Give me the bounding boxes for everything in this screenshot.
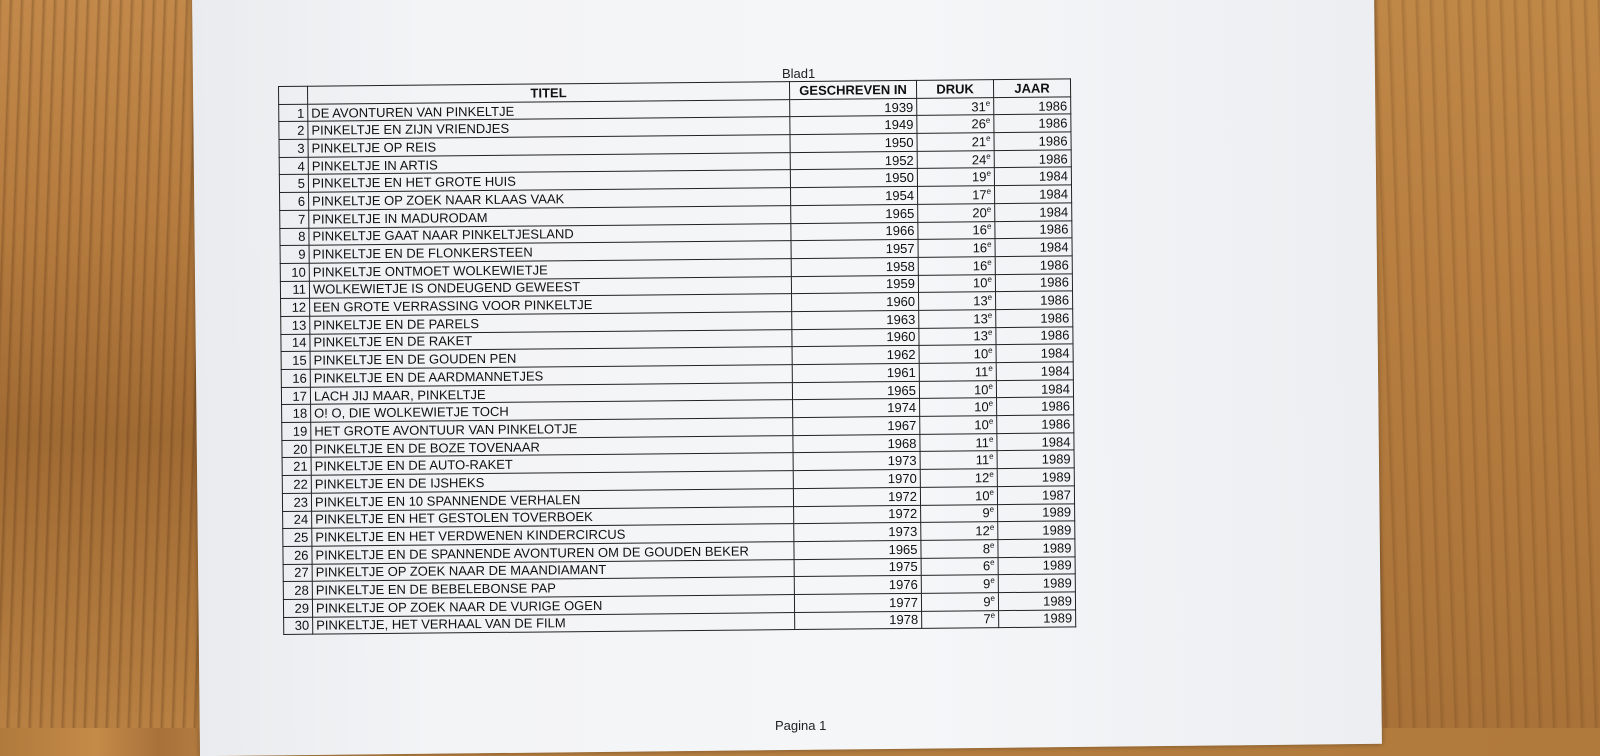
written-year: 1965 — [792, 381, 919, 400]
edition-cell — [918, 203, 995, 221]
written-year: 1973 — [793, 452, 920, 471]
row-number: 13 — [281, 316, 310, 334]
edition-suffix: e — [990, 593, 995, 603]
edition-number: 19 — [971, 169, 987, 185]
book-title: PINKELTJE EN DE SPANNENDE AVONTUREN OM DE GOUDEN BEKER — [312, 541, 794, 563]
row-number: 1 — [279, 104, 308, 122]
written-year: 1960 — [792, 293, 919, 312]
edition-number: 12 — [975, 523, 990, 539]
written-year: 1949 — [790, 116, 917, 135]
edition-cell — [919, 310, 996, 328]
edition-cell — [919, 345, 996, 363]
sheet-title: Blad1 — [782, 66, 816, 81]
print-year: 1986 — [995, 220, 1072, 238]
written-year: 1977 — [794, 593, 921, 612]
edition-suffix: e — [986, 204, 992, 214]
print-year: 1989 — [998, 574, 1075, 592]
book-title: PINKELTJE EN DE AARDMANNETJES — [310, 365, 792, 387]
row-number: 24 — [283, 511, 312, 529]
edition-number: 7 — [983, 611, 991, 627]
print-year: 1986 — [997, 415, 1074, 433]
row-number: 30 — [284, 617, 313, 635]
edition-suffix: e — [986, 151, 991, 161]
edition-cell — [919, 363, 996, 381]
edition-number: 13 — [973, 293, 988, 309]
row-number: 19 — [282, 422, 311, 440]
book-title: WOLKEWIETJE IS ONDEUGEND GEWEEST — [309, 276, 791, 298]
written-year: 1970 — [793, 469, 920, 488]
row-number: 29 — [283, 599, 312, 617]
written-year: 1972 — [793, 487, 920, 506]
edition-cell — [920, 486, 997, 504]
print-year: 1986 — [996, 291, 1073, 309]
edition-suffix: e — [988, 434, 994, 444]
print-year: 1984 — [994, 167, 1071, 185]
print-year: 1986 — [994, 150, 1071, 168]
written-year: 1959 — [791, 275, 918, 294]
edition-suffix: e — [986, 222, 992, 232]
print-year: 1986 — [996, 309, 1073, 327]
print-year: 1989 — [998, 556, 1075, 574]
written-year: 1978 — [795, 611, 922, 630]
edition-suffix: e — [988, 399, 994, 409]
book-title: PINKELTJE OP ZOEK NAAR DE MAANDIAMANT — [312, 559, 794, 581]
book-title: PINKELTJE EN DE BEBELEBONSE PAP — [312, 577, 794, 599]
row-number: 18 — [282, 405, 311, 423]
print-year: 1984 — [994, 185, 1071, 203]
row-number: 6 — [280, 192, 309, 210]
book-title: O! O, DIE WOLKEWIETJE TOCH — [311, 400, 793, 422]
edition-cell — [921, 522, 998, 540]
row-number: 15 — [281, 352, 310, 370]
written-year: 1974 — [793, 399, 920, 418]
row-number: 22 — [282, 475, 311, 493]
edition-number: 9 — [983, 593, 991, 610]
edition-number: 9 — [983, 576, 991, 592]
book-title: PINKELTJE EN ZIJN VRIENDJES — [308, 117, 790, 139]
print-year: 1989 — [998, 521, 1075, 539]
edition-cell — [920, 433, 997, 451]
edition-suffix: e — [985, 98, 991, 108]
written-year: 1973 — [794, 523, 921, 542]
row-number: 20 — [282, 440, 311, 458]
edition-number: 6 — [982, 558, 991, 574]
edition-cell — [917, 97, 994, 115]
row-number: 23 — [282, 493, 311, 511]
written-year: 1950 — [790, 133, 917, 152]
book-title: HET GROTE AVONTUUR VAN PINKELOTJE — [311, 418, 793, 440]
book-title: EEN GROTE VERRASSING VOOR PINKELTJE — [310, 294, 792, 316]
print-year: 1986 — [994, 97, 1071, 115]
edition-cell — [921, 575, 998, 593]
print-year: 1986 — [994, 132, 1071, 150]
written-year: 1960 — [792, 328, 919, 347]
edition-cell — [920, 469, 997, 487]
edition-number: 10 — [972, 275, 988, 291]
edition-number: 12 — [974, 470, 990, 486]
edition-cell — [920, 416, 997, 434]
edition-number: 26 — [971, 116, 987, 132]
book-title: PINKELTJE EN DE RAKET — [310, 329, 792, 351]
edition-number: 9 — [982, 505, 990, 521]
edition-suffix: e — [987, 310, 993, 320]
edition-cell — [920, 398, 997, 416]
print-year: 1989 — [999, 609, 1076, 627]
edition-number: 10 — [974, 399, 989, 415]
book-title: PINKELTJE OP ZOEK NAAR DE VURIGE OGEN — [312, 595, 794, 617]
edition-number: 11 — [975, 452, 990, 468]
edition-suffix: e — [989, 487, 994, 497]
edition-suffix: e — [987, 275, 992, 285]
written-year: 1961 — [792, 363, 919, 382]
print-year: 1986 — [994, 114, 1071, 132]
edition-suffix: e — [988, 416, 994, 426]
edition-cell — [918, 239, 995, 257]
edition-suffix: e — [989, 452, 994, 462]
print-year: 1984 — [995, 238, 1072, 256]
row-number: 28 — [283, 581, 312, 599]
written-year: 1967 — [793, 416, 920, 435]
edition-suffix: e — [989, 469, 994, 479]
edition-number: 13 — [973, 328, 989, 344]
header-written: GESCHREVEN IN — [789, 80, 916, 99]
book-title: PINKELTJE EN DE PARELS — [310, 312, 792, 334]
edition-number: 17 — [972, 187, 987, 203]
edition-number: 20 — [972, 204, 987, 220]
written-year: 1972 — [794, 505, 921, 524]
edition-number: 10 — [974, 487, 990, 503]
written-year: 1965 — [791, 204, 918, 223]
written-year: 1952 — [790, 151, 917, 170]
row-number: 17 — [281, 387, 310, 405]
edition-cell — [917, 115, 994, 133]
written-year: 1958 — [791, 257, 918, 276]
edition-suffix: e — [990, 611, 996, 621]
edition-suffix: e — [990, 575, 995, 585]
edition-suffix: e — [986, 169, 991, 179]
row-number: 27 — [283, 564, 312, 582]
edition-cell — [922, 610, 999, 628]
print-year: 1986 — [997, 397, 1074, 415]
edition-suffix: e — [990, 558, 995, 568]
header-jaar: JAAR — [993, 79, 1070, 97]
book-title: PINKELTJE EN DE BOZE TOVENAAR — [311, 435, 793, 457]
book-title: PINKELTJE, HET VERHAAL VAN DE FILM — [313, 612, 795, 634]
book-title: PINKELTJE EN DE AUTO-RAKET — [311, 453, 793, 475]
row-number: 3 — [279, 139, 308, 157]
written-year: 1950 — [790, 169, 917, 188]
row-number: 12 — [281, 298, 310, 316]
book-title: PINKELTJE EN DE FLONKERSTEEN — [309, 241, 791, 263]
print-year: 1989 — [997, 468, 1074, 486]
written-year: 1939 — [790, 98, 917, 117]
edition-suffix: e — [989, 505, 995, 515]
written-year: 1957 — [791, 240, 918, 259]
edition-number: 10 — [973, 381, 989, 397]
written-year: 1954 — [790, 186, 917, 205]
row-number: 4 — [279, 157, 308, 175]
edition-number: 13 — [973, 310, 988, 327]
written-year: 1963 — [792, 310, 919, 329]
edition-cell — [918, 256, 995, 274]
row-number: 10 — [280, 263, 309, 281]
header-num — [279, 86, 308, 104]
edition-suffix: e — [987, 257, 992, 267]
page-footer: Pagina 1 — [775, 718, 827, 733]
book-title: PINKELTJE EN DE GOUDEN PEN — [310, 347, 792, 369]
print-year: 1984 — [995, 203, 1072, 221]
edition-number: 21 — [971, 134, 987, 150]
row-number: 11 — [280, 281, 309, 299]
book-title: PINKELTJE IN MADURODAM — [309, 205, 791, 227]
edition-cell — [921, 504, 998, 522]
row-number: 26 — [283, 546, 312, 564]
row-number: 14 — [281, 334, 310, 352]
edition-suffix: e — [989, 522, 995, 532]
book-title: PINKELTJE EN 10 SPANNENDE VERHALEN — [311, 488, 793, 510]
book-title: PINKELTJE EN HET GROTE HUIS — [308, 170, 790, 192]
edition-cell — [917, 150, 994, 168]
row-number: 25 — [283, 528, 312, 546]
book-title: DE AVONTUREN VAN PINKELTJE — [308, 99, 790, 121]
edition-number: 24 — [971, 151, 987, 167]
edition-number: 11 — [975, 434, 990, 450]
edition-suffix: e — [986, 133, 991, 143]
book-title: PINKELTJE EN HET GESTOLEN TOVERBOEK — [312, 506, 794, 528]
edition-cell — [919, 292, 996, 310]
edition-number: 11 — [974, 364, 989, 380]
header-title: TITEL — [308, 82, 790, 104]
edition-number: 31 — [971, 98, 986, 114]
row-number: 2 — [279, 122, 308, 140]
print-year: 1984 — [996, 380, 1073, 398]
print-year: 1989 — [998, 539, 1075, 557]
edition-suffix: e — [987, 292, 993, 302]
print-year: 1984 — [997, 433, 1074, 451]
book-title: PINKELTJE EN HET VERDWENEN KINDERCIRCUS — [312, 524, 794, 546]
print-year: 1984 — [996, 344, 1073, 362]
edition-cell — [918, 221, 995, 239]
edition-suffix: e — [985, 116, 991, 126]
written-year: 1962 — [792, 346, 919, 365]
edition-cell — [919, 380, 996, 398]
edition-cell — [919, 327, 996, 345]
book-title: LACH JIJ MAAR, PINKELTJE — [310, 382, 792, 404]
print-year: 1986 — [996, 327, 1073, 345]
print-year: 1989 — [997, 450, 1074, 468]
print-year: 1986 — [995, 273, 1072, 291]
written-year: 1976 — [794, 576, 921, 595]
edition-suffix: e — [989, 540, 995, 550]
edition-cell — [917, 133, 994, 151]
edition-number: 16 — [972, 222, 988, 238]
book-title: PINKELTJE GAAT NAAR PINKELTJESLAND — [309, 223, 791, 245]
edition-cell — [918, 274, 995, 292]
edition-cell — [921, 593, 998, 611]
print-year: 1989 — [998, 503, 1075, 521]
edition-cell — [921, 557, 998, 575]
edition-number: 16 — [972, 240, 988, 256]
row-number: 8 — [280, 228, 309, 246]
row-number: 5 — [279, 175, 308, 193]
edition-suffix: e — [988, 381, 993, 391]
edition-cell — [917, 168, 994, 186]
table-body — [279, 97, 1076, 635]
written-year: 1966 — [791, 222, 918, 241]
print-year: 1984 — [996, 362, 1073, 380]
wooden-table-left — [0, 0, 215, 728]
written-year: 1965 — [794, 540, 921, 559]
edition-suffix: e — [988, 363, 993, 373]
edition-cell — [920, 451, 997, 469]
book-title: PINKELTJE OP ZOEK NAAR KLAAS VAAK — [309, 188, 791, 210]
header-druk: DRUK — [916, 80, 993, 98]
edition-number: 10 — [974, 417, 989, 433]
edition-number: 10 — [973, 346, 989, 362]
book-title: PINKELTJE IN ARTIS — [308, 152, 790, 174]
book-table — [278, 78, 1076, 635]
print-year: 1986 — [995, 256, 1072, 274]
print-year: 1989 — [998, 592, 1075, 610]
book-title: PINKELTJE EN DE IJSHEKS — [311, 471, 793, 493]
edition-number: 8 — [982, 540, 991, 556]
book-title: PINKELTJE OP REIS — [308, 135, 790, 157]
edition-suffix: e — [987, 239, 992, 249]
edition-suffix: e — [988, 345, 993, 356]
print-year: 1987 — [997, 486, 1074, 504]
edition-cell — [917, 186, 994, 204]
row-number: 9 — [280, 245, 309, 263]
row-number: 21 — [282, 458, 311, 476]
edition-number: 16 — [972, 257, 988, 274]
row-number: 16 — [281, 369, 310, 387]
written-year: 1968 — [793, 434, 920, 453]
edition-cell — [921, 539, 998, 557]
book-title: PINKELTJE ONTMOET WOLKEWIETJE — [309, 258, 791, 280]
edition-suffix: e — [987, 328, 993, 338]
written-year: 1975 — [794, 558, 921, 577]
row-number: 7 — [280, 210, 309, 228]
edition-suffix: e — [986, 186, 992, 196]
